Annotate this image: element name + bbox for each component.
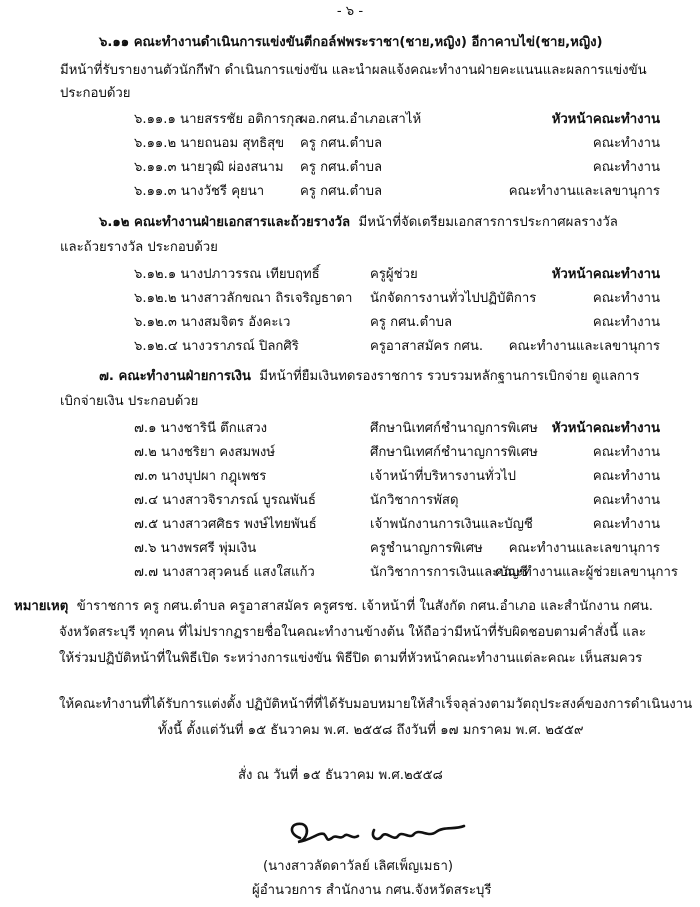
member-name: ๖.๑๑.๒ นายถนอม สุทธิสุข — [134, 136, 285, 151]
order-date: สั่ง ณ วันที่ ๑๕ ธันวาคม พ.ศ.๒๕๕๘ — [238, 768, 443, 783]
closing-line1: ให้คณะทำงานที่ได้รับการแต่งตั้ง ปฏิบัติหน้าที่ที่ได้รับมอบหมายให้สำเร็จลุล่วงตามวัตถุประสงค์ของการดำเนินงาน — [59, 697, 693, 712]
signer-title: ผู้อำนวยการ สำนักงาน กศน.จังหวัดสระบุรี — [252, 883, 492, 898]
member-role: คณะทำงาน — [592, 445, 660, 460]
member-role: หัวหน้าคณะทำงาน — [551, 421, 660, 436]
note-text-1: ข้าราชการ ครู กศน.ตำบล ครูอาสาสมัคร ครูศรช. เจ้าหน้าที่ ในสังกัด กศน.อำเภอ และสำนักงาน กศน. — [76, 599, 653, 614]
section-6-11-desc-cont: ประกอบด้วย — [60, 86, 131, 101]
member-name: ๖.๑๑.๓ นายวุฒิ ผ่องสนาม — [134, 160, 284, 175]
section-6-11-desc: มีหน้าที่รับรายงานตัวนักกีฬา ดำเนินการแข่งขัน และนำผลแจ้งคณะทำงานฝ่ายคะแนนและผลการแข่งขัน — [60, 63, 647, 78]
member-position: ครู กศน.ตำบล — [300, 136, 383, 151]
member-name: ๗.๕ นางสาวศศิธร พงษ์ไทยพันธ์ — [134, 517, 317, 532]
member-name: ๖.๑๑.๓ นางวัชรี คุยนา — [134, 184, 265, 199]
member-name: ๗.๑ นางชารินี ตึกแสวง — [134, 421, 268, 436]
member-position: ศึกษานิเทศก์ชำนาญการพิเศษ — [370, 421, 538, 436]
section-6-12-line1 — [99, 212, 618, 234]
section-6-12-desc-cont: และถ้วยรางวัล ประกอบด้วย — [60, 240, 218, 255]
section-6-11-heading: ๖.๑๑ คณะทำงานดำเนินการแข่งขันตีกอล์ฟพระราชา(ชาย,หญิง) อีกาคาบไข่(ชาย,หญิง) — [99, 35, 603, 50]
section-7-heading: ๗. คณะทำงานฝ่ายการเงิน — [99, 369, 251, 384]
member-position: ครู กศน.ตำบล — [370, 315, 453, 330]
page-number: - ๖ - — [336, 4, 364, 19]
member-name: ๗.๔ นางสาวจิราภรณ์ บูรณพันธ์ — [134, 493, 316, 508]
member-position: ครู กศน.ตำบล — [300, 160, 383, 175]
member-position: ครู กศน.ตำบล — [300, 184, 383, 199]
member-position: เจ้าพนักงานการเงินและบัญชี — [370, 517, 533, 532]
section-6-12-desc: มีหน้าที่จัดเตรียมเอกสารการประกาศผลรางวัล — [358, 215, 618, 230]
member-name: ๖.๑๒.๑ นางปภาวรรณ เทียบฤทธิ์ — [134, 267, 320, 282]
member-position: ครูชำนาญการพิเศษ — [370, 541, 483, 556]
member-role: หัวหน้าคณะทำงาน — [551, 267, 660, 282]
member-role: คณะทำงาน — [592, 315, 660, 330]
member-name: ๗.๗ นางสาวสุวคนธ์ แสงใสแก้ว — [134, 565, 315, 580]
member-position: นักจัดการงานทั่วไปปฏิบัติการ — [370, 291, 537, 306]
member-role: คณะทำงานและเลขานุการ — [508, 184, 660, 199]
member-role: คณะทำงานและผู้ช่วยเลขานุการ — [494, 565, 678, 580]
member-name: ๖.๑๑.๑ นายสรรชัย อติการกุล — [134, 112, 303, 127]
note-text-2: จังหวัดสระบุรี ทุกคน ที่ไม่ปรากฏรายชื่อในคณะทำงานข้างต้น ให้ถือว่ามีหน้าที่รับผิดชอบตามคำสั่งนี้ และ — [59, 625, 646, 640]
member-position: ศึกษานิเทศก์ชำนาญการพิเศษ — [370, 445, 538, 460]
note-label: หมายเหตุ — [14, 599, 69, 614]
member-role: คณะทำงานและเลขานุการ — [508, 339, 660, 354]
note-line1 — [14, 596, 653, 618]
member-role: คณะทำงาน — [592, 517, 660, 532]
section-7-desc-cont: เบิกจ่ายเงิน ประกอบด้วย — [60, 394, 199, 409]
member-name: ๗.๓ นางบุปผา กฎุเพชร — [134, 469, 267, 484]
member-name: ๖.๑๒.๔ นางวราภรณ์ ปิลกศิริ — [134, 339, 299, 354]
closing-line2: ทั้งนี้ ตั้งแต่วันที่ ๑๕ ธันวาคม พ.ศ. ๒๕๕๘ ถึงวันที่ ๑๗ มกราคม พ.ศ. ๒๕๕๙ — [158, 723, 584, 738]
section-7-desc: มีหน้าที่ยืมเงินทดรองราชการ รวบรวมหลักฐานการเบิกจ่าย ดูแลการ — [259, 369, 640, 384]
member-name: ๖.๑๒.๒ นางสาวลักขณา ถิรเจริญธาดา — [134, 291, 353, 306]
signer-name: (นางสาวลัดดาวัลย์ เลิศเพ็ญเมธา) — [263, 859, 454, 874]
member-role: คณะทำงานและเลขานุการ — [508, 541, 660, 556]
section-7-line1 — [99, 366, 640, 388]
member-position: ครูอาสาสมัคร กศน. — [370, 339, 484, 354]
note-text-3: ให้ร่วมปฏิบัติหน้าที่ในพิธีเปิด ระหว่างการแข่งขัน พิธีปิด ตามที่หัวหน้าคณะทำงานแต่ละคณะ เห็นสมควร — [59, 651, 643, 666]
member-role: คณะทำงาน — [592, 493, 660, 508]
member-position: นักวิชาการพัสดุ — [370, 493, 459, 508]
member-name: ๗.๒ นางชริยา คงสมพงษ์ — [134, 445, 276, 460]
member-position: ครูผู้ช่วย — [370, 267, 418, 282]
member-name: ๖.๑๒.๓ นางสมจิตร อังคะเว — [134, 315, 291, 330]
member-name: ๗.๖ นางพรศรี พุ่มเงิน — [134, 541, 257, 556]
member-role: หัวหน้าคณะทำงาน — [551, 112, 660, 127]
member-position: เจ้าหน้าที่บริหารงานทั่วไป — [370, 469, 517, 484]
member-position: นักวิชาการการเงินและบัญชี — [370, 565, 528, 580]
member-role: คณะทำงาน — [592, 136, 660, 151]
member-position: ผอ.กศน.อำเภอเสาไห้ — [300, 112, 422, 127]
section-6-12-heading: ๖.๑๒ คณะทำงานฝ่ายเอกสารและถ้วยรางวัล — [99, 215, 351, 230]
signature-image — [278, 814, 468, 854]
member-role: คณะทำงาน — [592, 469, 660, 484]
member-role: คณะทำงาน — [592, 160, 660, 175]
member-role: คณะทำงาน — [592, 291, 660, 306]
